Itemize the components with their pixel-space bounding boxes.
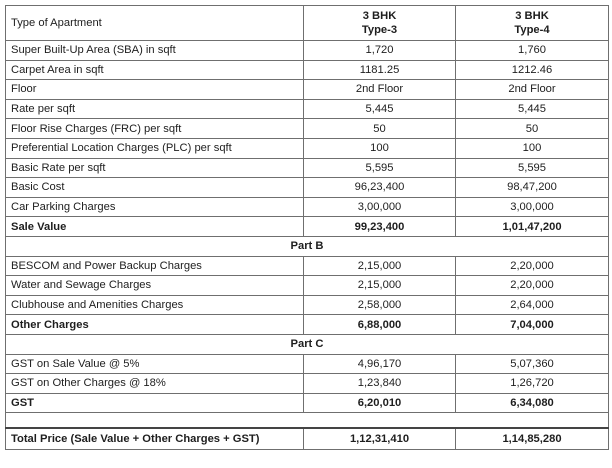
table-row	[6, 276, 609, 296]
total-row	[6, 428, 609, 450]
row-label: Preferential Location Charges (PLC) per sqft	[6, 138, 304, 158]
row-value-type-3: 1,720	[304, 41, 456, 61]
row-value-type-4: 5,595	[456, 158, 609, 178]
part-b-header	[6, 236, 609, 256]
row-label: GST	[6, 393, 304, 413]
table-row	[6, 80, 609, 100]
row-label: Floor	[6, 80, 304, 100]
row-value-type-4: 6,34,080	[456, 393, 609, 413]
table-row	[6, 60, 609, 80]
row-value-type-4: 7,04,000	[456, 315, 609, 335]
row-value-type-4: 1,26,720	[456, 374, 609, 394]
header-type-3	[304, 6, 456, 41]
row-label: Rate per sqft	[6, 99, 304, 119]
row-value-type-4: 2nd Floor	[456, 80, 609, 100]
row-value-type-3: 1,23,840	[304, 374, 456, 394]
table-row	[6, 217, 609, 237]
row-value-type-3: 5,595	[304, 158, 456, 178]
header-type-3-line1: 3 BHK	[362, 10, 397, 22]
row-value-type-3: 2,15,000	[304, 256, 456, 276]
row-label: Clubhouse and Amenities Charges	[6, 295, 304, 315]
header-type-3-line2: Type-3	[361, 24, 398, 36]
row-value-type-3: 3,00,000	[304, 197, 456, 217]
row-value-type-3: 96,23,400	[304, 178, 456, 198]
table-row	[6, 295, 609, 315]
row-label: Basic Cost	[6, 178, 304, 198]
table-row	[6, 256, 609, 276]
row-value-type-4: 1,01,47,200	[456, 217, 609, 237]
row-label: Other Charges	[6, 315, 304, 335]
row-value-type-4: 5,445	[456, 99, 609, 119]
row-value-type-4: 2,64,000	[456, 295, 609, 315]
part-c-header	[6, 334, 609, 354]
row-value-type-4: 2,20,000	[456, 256, 609, 276]
row-label: Car Parking Charges	[6, 197, 304, 217]
table-row	[6, 119, 609, 139]
row-value-type-4: 50	[456, 119, 609, 139]
spacer-row	[6, 413, 609, 429]
row-value-type-3: 99,23,400	[304, 217, 456, 237]
row-value-type-3: 100	[304, 138, 456, 158]
row-value-type-3: 2nd Floor	[304, 80, 456, 100]
row-value-type-3: 5,445	[304, 99, 456, 119]
row-label: Floor Rise Charges (FRC) per sqft	[6, 119, 304, 139]
price-table-body	[6, 6, 609, 450]
header-corner-label: Type of Apartment	[6, 6, 304, 41]
table-row	[6, 197, 609, 217]
table-row	[6, 178, 609, 198]
header-type-4-line2: Type-4	[514, 24, 550, 36]
total-label: Total Price (Sale Value + Other Charges + GST)	[6, 428, 304, 450]
row-value-type-4: 1212.46	[456, 60, 609, 80]
row-value-type-4: 100	[456, 138, 609, 158]
row-value-type-3: 6,20,010	[304, 393, 456, 413]
row-value-type-3: 6,88,000	[304, 315, 456, 335]
table-row	[6, 158, 609, 178]
row-label: BESCOM and Power Backup Charges	[6, 256, 304, 276]
total-value-type-4: 1,14,85,280	[456, 428, 609, 450]
row-value-type-4: 98,47,200	[456, 178, 609, 198]
row-value-type-4: 5,07,360	[456, 354, 609, 374]
row-value-type-4: 2,20,000	[456, 276, 609, 296]
row-value-type-3: 2,58,000	[304, 295, 456, 315]
row-label: Carpet Area in sqft	[6, 60, 304, 80]
table-row	[6, 138, 609, 158]
row-value-type-4: 3,00,000	[456, 197, 609, 217]
row-label: Basic Rate per sqft	[6, 158, 304, 178]
table-row	[6, 315, 609, 335]
spacer-cell	[6, 413, 609, 429]
row-label: Sale Value	[6, 217, 304, 237]
row-label: Water and Sewage Charges	[6, 276, 304, 296]
table-row	[6, 99, 609, 119]
row-label: Super Built-Up Area (SBA) in sqft	[6, 41, 304, 61]
header-type-4	[456, 6, 609, 41]
row-value-type-3: 50	[304, 119, 456, 139]
header-row	[6, 6, 609, 41]
total-value-type-3: 1,12,31,410	[304, 428, 456, 450]
part-c-header-title: Part C	[6, 334, 609, 354]
table-row	[6, 374, 609, 394]
row-value-type-4: 1,760	[456, 41, 609, 61]
row-value-type-3: 1181.25	[304, 60, 456, 80]
row-value-type-3: 2,15,000	[304, 276, 456, 296]
row-label: GST on Sale Value @ 5%	[6, 354, 304, 374]
part-b-header-title: Part B	[6, 236, 609, 256]
header-type-4-line1: 3 BHK	[515, 10, 549, 22]
table-row	[6, 354, 609, 374]
row-value-type-3: 4,96,170	[304, 354, 456, 374]
price-breakup-table	[5, 5, 609, 450]
row-label: GST on Other Charges @ 18%	[6, 374, 304, 394]
table-row	[6, 41, 609, 61]
table-row	[6, 393, 609, 413]
